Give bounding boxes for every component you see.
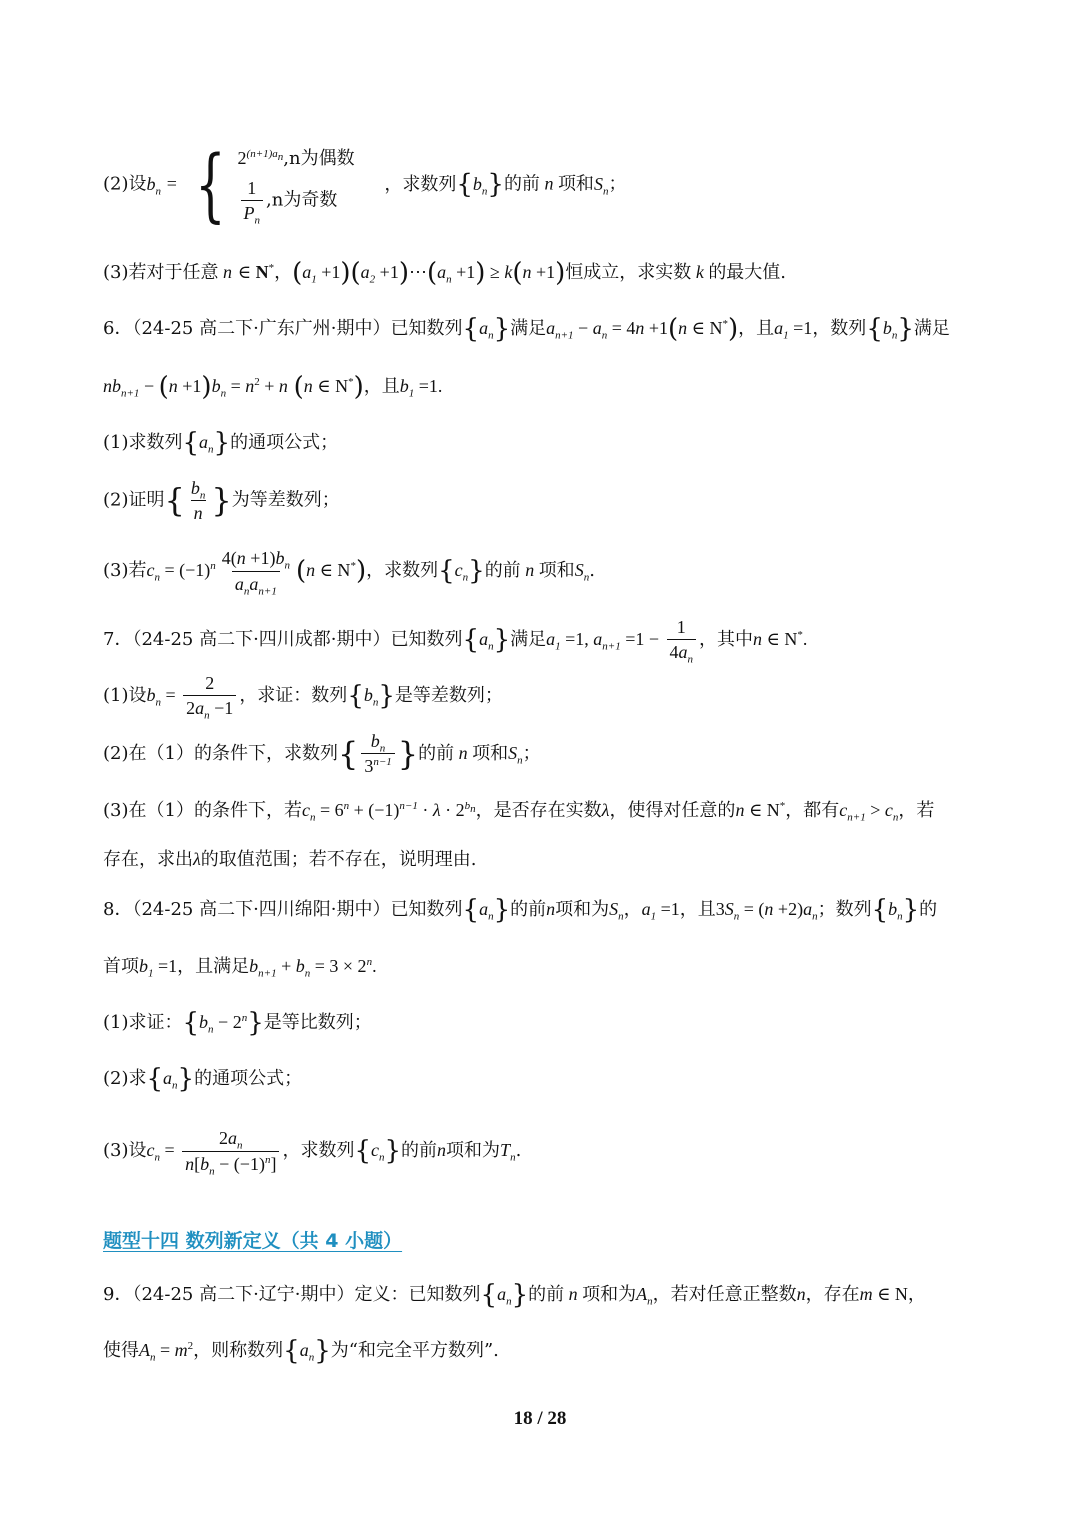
q7-part3-line2: 存在，求出λ的取值范围；若不存在，说明理由. [103, 849, 477, 870]
q6-head-text: 6．（24-25 高二下·广东广州·期中）已知数列 [103, 318, 463, 339]
q6-satisfy: 满足 [510, 318, 547, 339]
q7-part3-text: (3)在（1）的条件下，若 [103, 800, 302, 821]
q8-head-text: 8．（24-25 高二下·四川绵阳·期中）已知数列 [103, 899, 463, 920]
q7-part1-text: (1)设 [103, 685, 147, 706]
q5-part3: (3)若对于任意 n ∈ N*，$(a_1 +1)(a_2$ $+1)\cdots(a_n +1) \ge k(n +1)$恒成立，求实数 k 的最大值. [103, 258, 787, 288]
q5-part3-mid: 恒成立，求实数 [565, 262, 692, 283]
q8-seq-b: ；数列 [817, 899, 872, 920]
q8-part3-mid: ，求数列 [282, 1140, 355, 1161]
q8-line2-mid: ，且满足 [177, 956, 250, 977]
q6-part1-end: 的通项公式； [230, 432, 339, 453]
q8-of: 的 [919, 899, 938, 920]
q5-part2-tail3: 项和 [557, 173, 594, 195]
q5-part2-tail2: 的前 [503, 173, 540, 195]
q6-head: 6．（24-25 高二下·广东广州·期中）已知数列$\{a_n\}$满足$a_{n+1} - a_n = 4n +1(n$ ∈ N*)，且$a_1 =1$，数列$\{b_n\}$满足 [103, 314, 950, 344]
q6-line2-and: ，且 [363, 376, 400, 397]
q9-line2: 使得$A_n = m^2$，则称数列$\{a_n\}$为“和完全平方数列”. [103, 1336, 499, 1366]
q8-part3: (3)设$c_n$ = $\frac{2a_n}{n[b_n - (-1)^n]}$ ，求数列$\{c_n\}$的前n项和为$T_n$. [103, 1127, 522, 1178]
q8-part2-text: (2)求 [103, 1068, 147, 1089]
q6-part2: (2)证明{ $\frac{b_n}{n}$ }为等差数列； [103, 478, 340, 523]
q9-mid3: ，若对任意正整数 [652, 1284, 797, 1305]
q7-head: 7．（24-25 高二下·四川成都·期中）已知数列$\{a_n\}$满足$a_1 =1$, $a_{n+1} =1$ − $\frac{1}{4a_n}$ ，其中n ∈ N*. [103, 617, 808, 666]
q9-head-text: 9．（24-25 高二下·辽宁·期中）定义：已知数列 [103, 1284, 481, 1305]
q6-part3: (3)若$c_n = (-1)^n$ $\frac{4(n +1)b_n}{a_na_{n+1}}$ (n ∈ N*)，求数列$\{c_n\}$的前 n 项和$S_n$. [103, 548, 595, 598]
q7-part1-end: 是等差数列； [394, 685, 503, 706]
q6-line2: $nb_{n+1} - (n +1)b_n = n^2 + n$ (n ∈ N*)，且$b_1 =1$. [103, 372, 443, 402]
q6-part3-mid: ，求数列 [366, 560, 439, 581]
q8-part1: (1)求证：$\{b_n - 2^n\}$是等比数列； [103, 1008, 372, 1038]
q6-part1-text: (1)求数列 [103, 432, 183, 453]
q8-head: 8．（24-25 高二下·四川绵阳·期中）已知数列$\{a_n\}$的前n项和为$S_n$，$a_1 =1$，且$3S_n = (n +2)a_n$；数列$\{b_n\}$的 [103, 895, 938, 925]
q9-line2-text: 使得 [103, 1340, 139, 1361]
q6-part1: (1)求数列$\{a_n\}$的通项公式； [103, 428, 339, 458]
q5-part2-prefix: (2)设 [103, 173, 147, 195]
q6-seq-b: ，数列 [812, 318, 867, 339]
q8-part2: (2)求$\{a_n\}$的通项公式； [103, 1064, 303, 1094]
q8-part3-text: (3)设 [103, 1140, 147, 1161]
q8-part1-text: (1)求证： [103, 1012, 183, 1033]
q7-part3-end: ，若 [898, 800, 935, 821]
q8-part3-end: . [515, 1140, 522, 1161]
section-title: 题型十四 数列新定义（共 4 小题） [103, 1230, 403, 1252]
page-number: 18 / 28 [513, 1408, 567, 1429]
q8-part3-mid2: 的前 [401, 1140, 438, 1161]
q7-part3-line2-end: 的取值范围；若不存在，说明理由. [200, 849, 477, 870]
q7-part1: (1)设$b_n$ = $\frac{2}{2a_n -1}$ ，求证：数列$\{b_n\}$是等差数列； [103, 673, 503, 722]
q9-mid2: 项和为 [582, 1284, 637, 1305]
q9-line2-end: 为“和完全平方数列”. [330, 1340, 499, 1361]
q8-line2: 首项$b_1 =1$，且满足$b_{n+1} + b_n = 3 \times 2^n$. [103, 956, 377, 980]
q8-mid2: 项和为 [555, 899, 610, 920]
case-even: ,n为偶数 [283, 148, 355, 169]
q5-part3-end: 的最大值. [708, 262, 787, 283]
q7-part3: (3)在（1）的条件下，若$c_n = 6^n + (-1)^{n-1} \cdot \lambda \cdot 2^{b_n}$，是否存在实数λ，使得对任意的n ∈ N*，都有$c_{n+1} > c_n$，若 [103, 800, 935, 824]
q5-part3-prefix: (3)若对于任意 [103, 262, 219, 283]
q8-and: ，且 [679, 899, 716, 920]
q6-part3-text: (3)若 [103, 560, 147, 581]
q8-line2-text: 首项 [103, 956, 139, 977]
q6-and: ，且 [738, 318, 775, 339]
q7-part3-mid: ，是否存在实数 [475, 800, 602, 821]
q6-part3-end: . [589, 560, 595, 581]
q6-part3-mid3: 项和 [538, 560, 575, 581]
q9-mid: 的前 [528, 1284, 565, 1305]
q9-mid4: ，存在 [805, 1284, 860, 1305]
q7-part2: (2)在（1）的条件下，求数列{ $\frac{b_n}{3^{n-1}}$ }的前 n 项和$S_n$； [103, 728, 980, 779]
q8-part3-mid3: 项和为 [446, 1140, 501, 1161]
q7-part3-mid2: ，使得对任意的 [609, 800, 736, 821]
q6-part3-mid2: 的前 [484, 560, 521, 581]
q7-part2-mid2: 项和 [472, 743, 509, 764]
q7-part3-line2-text: 存在，求出 [103, 849, 193, 870]
q7-head-text: 7．（24-25 高二下·四川成都·期中）已知数列 [103, 629, 463, 650]
q6-part2-text: (2)证明 [103, 489, 165, 511]
q9-line2-mid: ，则称数列 [193, 1340, 284, 1361]
q6-satisfy2: 满足 [913, 318, 950, 339]
q7-part2-mid: 的前 [418, 743, 455, 764]
q5-part2: (2)设$b_n$ = { $2^{(n+1)a_n},n$为偶数 $\frac{1}{P_n}$ ,n为奇数 ，求数列$\{b_n\}$的前 n 项和$S_n$； [103, 137, 627, 231]
q6-part2-end: 为等差数列； [231, 489, 340, 511]
q9-head: 9．（24-25 高二下·辽宁·期中）定义：已知数列$\{a_n\}$的前 n 项和为$A_n$，若对任意正整数n，存在m ∈ N， [103, 1280, 926, 1310]
q8-mid: 的前 [510, 899, 547, 920]
q7-part2-text: (2)在（1）的条件下，求数列 [103, 743, 338, 764]
q7-part3-mid3: ，都有 [785, 800, 840, 821]
q5-part2-tail: ，求数列 [384, 173, 457, 195]
q7-satisfy: 满足 [510, 629, 547, 650]
piecewise-definition: { $2^{(n+1)a_n},n$为偶数 $\frac{1}{P_n}$ ,n为奇数 [194, 137, 355, 231]
case-odd: ,n为奇数 [266, 189, 338, 211]
q5-part2-end: ； [608, 173, 627, 195]
q7-where: ，其中 [699, 629, 754, 650]
q8-part1-end: 是等比数列； [263, 1012, 372, 1033]
q8-part2-end: 的通项公式； [194, 1068, 303, 1089]
q7-part1-mid: ，求证：数列 [239, 685, 348, 706]
